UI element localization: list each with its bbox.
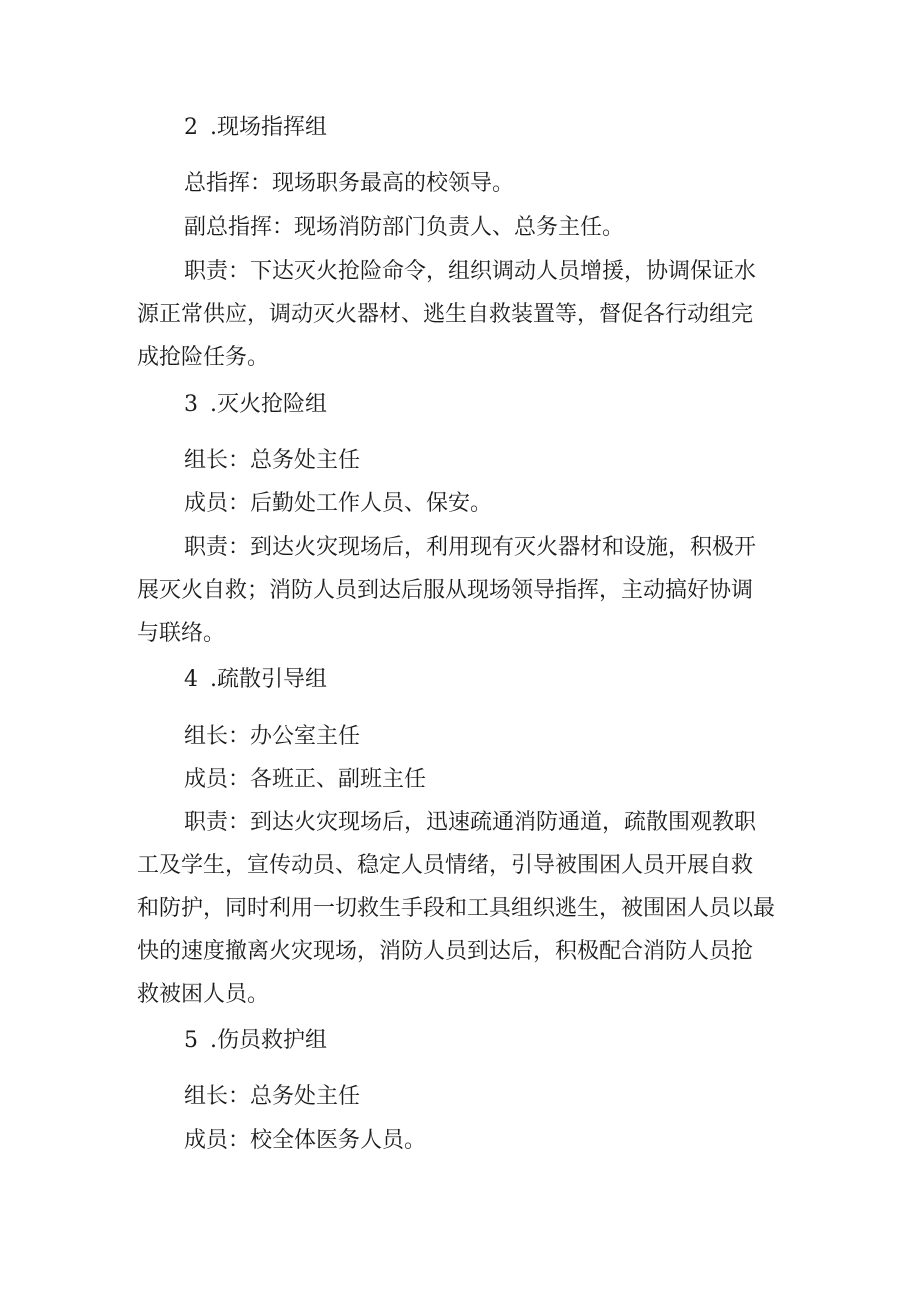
section-number: 2: [184, 115, 198, 140]
section-title: .现场指挥组: [210, 115, 327, 140]
paragraph-line: 成抢险任务。: [137, 345, 270, 370]
section-title: .灭火抢险组: [210, 392, 327, 417]
paragraph-line: 组长：办公室主任: [184, 724, 361, 749]
section-heading: [184, 665, 327, 695]
section-title: .伤员救护组: [210, 1028, 327, 1053]
section-heading: [184, 113, 327, 143]
section-heading: [184, 390, 327, 420]
paragraph-line: 职责：到达火灾现场后，迅速疏通消防通道，疏散围观教职: [184, 810, 757, 835]
section-number: 5: [184, 1028, 198, 1053]
paragraph-line: 组长：总务处主任: [184, 1084, 361, 1109]
paragraph-line: 成员：校全体医务人员。: [184, 1128, 427, 1153]
paragraph-line: 和防护，同时利用一切救生手段和工具组织逃生，被围困人员以最: [137, 896, 776, 921]
paragraph-line: 展灭火自救；消防人员到达后服从现场领导指挥，主动搞好协调: [137, 578, 754, 603]
paragraph-line: 与联络。: [137, 621, 226, 646]
paragraph-line: 成员：各班正、副班主任: [184, 767, 427, 792]
paragraph-line: 快的速度撤离火灾现场，消防人员到达后，积极配合消防人员抢: [137, 939, 754, 964]
paragraph-line: 工及学生，宣传动员、稳定人员情绪，引导被围困人员开展自救: [137, 853, 754, 878]
paragraph-line: 救被困人员。: [137, 982, 270, 1007]
paragraph-line: 总指挥：现场职务最高的校领导。: [184, 171, 515, 196]
paragraph-line: 副总指挥：现场消防部门负责人、总务主任。: [184, 215, 625, 240]
section-title: .疏散引导组: [210, 667, 327, 692]
paragraph-line: 职责：到达火灾现场后，利用现有灭火器材和设施，积极开: [184, 535, 757, 560]
paragraph-line: 组长：总务处主任: [184, 448, 361, 473]
section-heading: [184, 1026, 327, 1056]
paragraph-line: 职责：下达灭火抢险命令，组织调动人员增援，协调保证水: [184, 259, 757, 284]
paragraph-line: 成员：后勤处工作人员、保安。: [184, 491, 493, 516]
paragraph-line: 源正常供应，调动灭火器材、逃生自救装置等，督促各行动组完: [137, 302, 754, 327]
section-number: 4: [184, 667, 198, 692]
section-number: 3: [184, 392, 198, 417]
